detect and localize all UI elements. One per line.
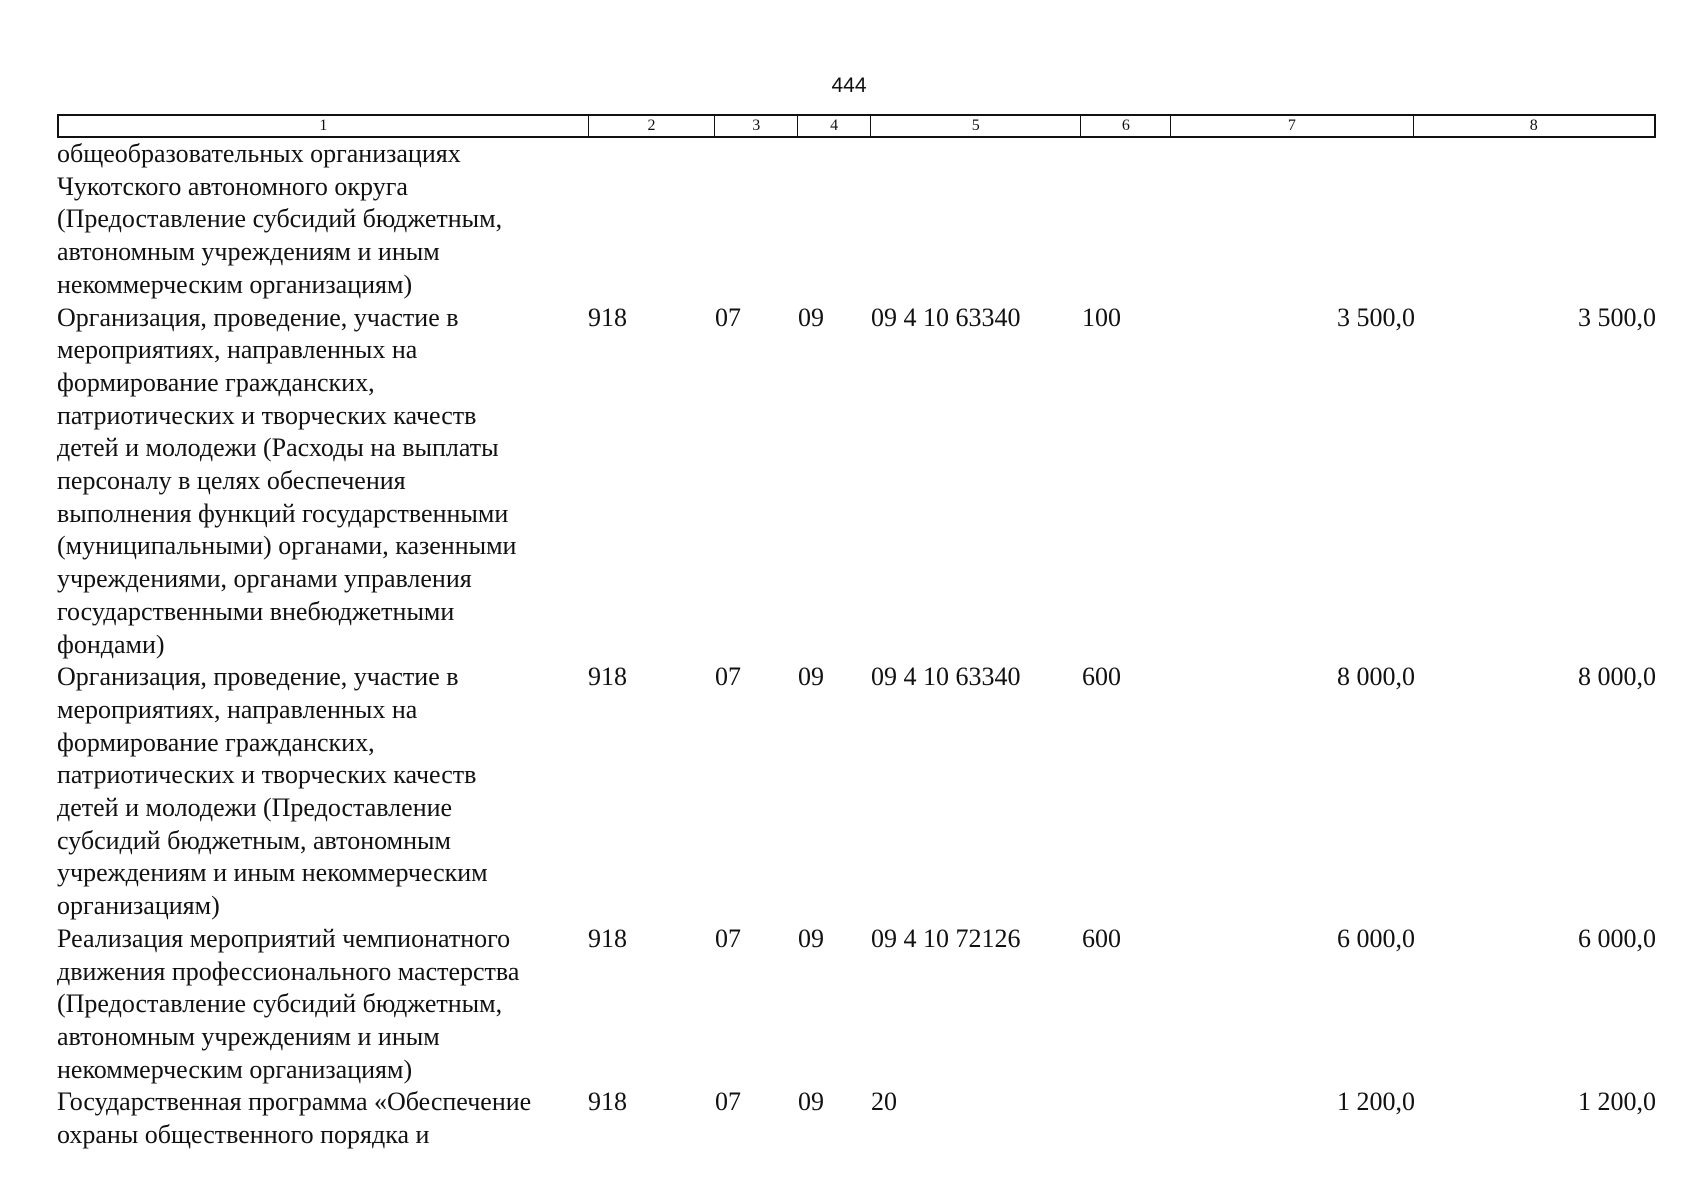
department-code: 918: [588, 302, 627, 332]
description-line: учреждениями, органами управления: [57, 564, 472, 594]
description-line: учреждениям и иным некоммерческим: [57, 858, 488, 888]
expense-type-code: 100: [1082, 302, 1121, 332]
description-line: (Предоставление субсидий бюджетным,: [57, 989, 503, 1019]
table-body: [57, 138, 1656, 1152]
subsection-code: 09: [798, 302, 824, 332]
description-line: персоналу в целях обеспечения: [57, 466, 406, 496]
description-line: патриотических и творческих качеств: [57, 760, 477, 790]
amount-year-2: 3 500,0: [1578, 302, 1656, 332]
description-line: Государственная программа «Обеспечение: [57, 1087, 532, 1117]
description-line: (муниципальными) органами, казенными: [57, 531, 517, 561]
amount-year-2: 1 200,0: [1578, 1087, 1656, 1117]
amount-year-2: [1415, 138, 1656, 302]
target-article-code: [871, 138, 1082, 302]
description-line: автономным учреждениям и иным: [57, 1021, 440, 1051]
column-header-8: 8: [1529, 117, 1538, 134]
description-line: детей и молодежи (Расходы на выплаты: [57, 433, 499, 463]
section-code: 07: [715, 923, 741, 953]
description-line: субсидий бюджетным, автономным: [57, 825, 451, 855]
column-header-1: 1: [59, 116, 589, 136]
description-line: мероприятиях, направленных на: [57, 694, 418, 724]
row-description: [57, 923, 588, 1087]
description-line: (Предоставление субсидий бюджетным,: [57, 204, 503, 234]
column-header-6: 6: [1081, 116, 1171, 136]
column-header-5: 5: [871, 116, 1081, 136]
table-row: [57, 923, 1656, 1087]
subsection-code: 09: [798, 923, 824, 953]
amount-year-1: 1 200,0: [1337, 1087, 1415, 1117]
description-line: организациям): [57, 891, 220, 921]
description-line: выполнения функций государственными: [57, 498, 509, 528]
section-code: 07: [715, 302, 741, 332]
table-row: [57, 138, 1656, 302]
expense-type-code: [1082, 1086, 1172, 1151]
description-line: автономным учреждениям и иным: [57, 237, 440, 267]
description-line: некоммерческим организациям): [57, 269, 413, 299]
table-header-row: [57, 114, 1656, 138]
description-line: Организация, проведение, участие в: [57, 302, 459, 332]
description-line: Чукотского автономного округа: [57, 171, 408, 201]
description-line: фондами): [57, 629, 165, 659]
budget-table: [57, 114, 1656, 1152]
department-code: 918: [588, 662, 627, 692]
amount-year-2: 8 000,0: [1578, 662, 1656, 692]
amount-year-1: 6 000,0: [1337, 923, 1415, 953]
column-header-2: 2: [589, 116, 716, 136]
row-description: [57, 138, 588, 302]
amount-year-2: 6 000,0: [1578, 923, 1656, 953]
row-description: [57, 1086, 588, 1151]
page-number: 444: [831, 74, 867, 97]
description-line: формирование гражданских,: [57, 367, 375, 397]
row-description: [57, 302, 588, 662]
row-description: [57, 661, 588, 923]
table-row: [57, 661, 1656, 923]
column-header-7: 7: [1171, 116, 1413, 136]
target-article-code: 09 4 10 63340: [871, 662, 1021, 692]
target-article-code: 09 4 10 63340: [871, 302, 1021, 332]
subsection-code: [798, 138, 871, 302]
description-line: государственными внебюджетными: [57, 596, 455, 626]
column-header-4: 4: [798, 116, 871, 136]
amount-year-1: 3 500,0: [1337, 302, 1415, 332]
expense-type-code: 600: [1082, 923, 1121, 953]
description-line: некоммерческим организациям): [57, 1054, 413, 1084]
description-line: движения профессионального мастерства: [57, 956, 520, 986]
expense-type-code: [1082, 138, 1172, 302]
description-line: охраны общественного порядка и: [57, 1120, 430, 1150]
description-line: мероприятиях, направленных на: [57, 335, 418, 365]
description-line: общеобразовательных организациях: [57, 139, 461, 168]
department-code: 918: [588, 1087, 627, 1117]
description-line: формирование гражданских,: [57, 727, 375, 757]
section-code: 07: [715, 662, 741, 692]
amount-year-1: 8 000,0: [1337, 662, 1415, 692]
subsection-code: 09: [798, 662, 824, 692]
target-article-code: 09 4 10 72126: [871, 923, 1021, 953]
table-row: [57, 1086, 1656, 1151]
description-line: Организация, проведение, участие в: [57, 662, 459, 692]
description-line: патриотических и творческих качеств: [57, 400, 477, 430]
description-line: детей и молодежи (Предоставление: [57, 793, 453, 823]
expense-type-code: 600: [1082, 662, 1121, 692]
department-code: [588, 138, 715, 302]
table-row: [57, 302, 1656, 662]
column-header-3: 3: [715, 116, 798, 136]
description-line: Реализация мероприятий чемпионатного: [57, 923, 511, 953]
section-code: 07: [715, 1087, 741, 1117]
subsection-code: 09: [798, 1087, 824, 1117]
target-article-code: 20: [871, 1087, 897, 1117]
amount-year-1: [1172, 138, 1415, 302]
section-code: [715, 138, 798, 302]
department-code: 918: [588, 923, 627, 953]
